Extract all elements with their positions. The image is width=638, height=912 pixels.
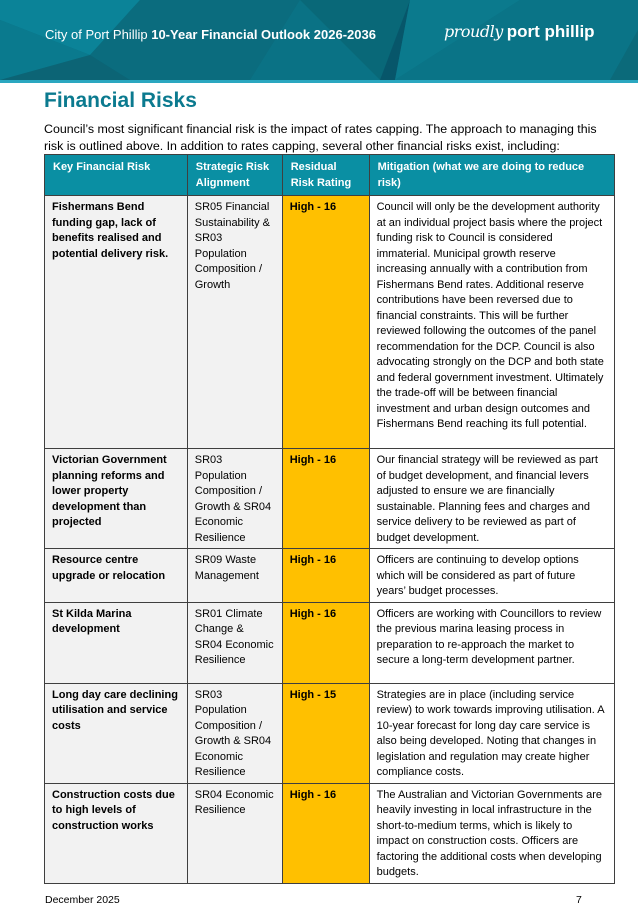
alignment-cell: SR03 Population Composition / Growth & SR04 Economic Resilience [187,683,282,783]
brand-logo-wordmark: port phillip [506,22,595,41]
table-row [45,783,615,883]
rating-cell: High - 16 [282,602,369,683]
table-row [45,449,615,549]
alignment-cell: SR09 Waste Management [187,549,282,603]
rating-cell: High - 16 [282,449,369,549]
table-row [45,549,615,603]
mitigation-cell: Our financial strategy will be reviewed as part of budget development, and financial levers adjusted to ensure we are financially sustainable. Planning fees and charges and service delivery to be reviewed as part of budget development. [369,449,614,549]
financial-risks-table [44,154,615,884]
document-title-prefix: City of Port Phillip [45,27,148,42]
brand-logo-script: proudly [444,22,503,41]
intro-paragraph: Council’s most significant financial risk is the impact of rates capping. The approach to managing this risk is outlined above. In addition to rates capping, several other financial risks exist, including: [44,122,597,153]
risk-cell: St Kilda Marina development [45,602,188,683]
risk-cell: Victorian Government planning reforms and lower property development than projected [45,449,188,549]
risk-cell: Resource centre upgrade or relocation [45,549,188,603]
column-header-key-risk: Key Financial Risk [45,155,188,196]
table-header-row [45,155,615,196]
brand-logo [444,22,595,42]
risk-cell: Fishermans Bend funding gap, lack of benefits realised and potential delivery risk. [45,196,188,449]
mitigation-cell: Officers are continuing to develop options which will be considered as part of future years’ budget processes. [369,549,614,603]
document-title [45,27,376,42]
risk-cell: Long day care declining utilisation and service costs [45,683,188,783]
page-title: Financial Risks [44,89,197,112]
mitigation-cell: The Australian and Victorian Governments are heavily investing in local infrastructure in the short-to-medium terms, which is likely to impact on construction costs. Officers are factoring the additional costs when developing budgets. [369,783,614,883]
column-header-rating: Residual Risk Rating [282,155,369,196]
mitigation-cell: Strategies are in place (including service review) to work towards improving utilisation. A 10-year forecast for long day care service is also being developed. Noting that changes in legislation and regulation may create higher compliance costs. [369,683,614,783]
rating-cell: High - 16 [282,196,369,449]
alignment-cell: SR03 Population Composition / Growth & SR04 Economic Resilience [187,449,282,549]
header-banner [0,0,638,80]
rating-cell: High - 16 [282,549,369,603]
footer-date: December 2025 [45,894,120,906]
banner-accent-line [0,80,638,83]
table-row [45,196,615,449]
rating-cell: High - 16 [282,783,369,883]
rating-cell: High - 15 [282,683,369,783]
column-header-alignment: Strategic Risk Alignment [187,155,282,196]
alignment-cell: SR05 Financial Sustainability & SR03 Population Composition / Growth [187,196,282,449]
column-header-mitigation: Mitigation (what we are doing to reduce risk) [369,155,614,196]
risk-cell: Construction costs due to high levels of construction works [45,783,188,883]
document-title-bold: 10-Year Financial Outlook 2026-2036 [151,27,376,42]
alignment-cell: SR04 Economic Resilience [187,783,282,883]
footer-page-number: 7 [576,894,582,906]
mitigation-cell: Council will only be the development authority at an individual project basis where the project funding risk to Council is considered immaterial. Municipal growth reserve increasing annually with a contribution from Fishermans Bend rates. Additional reserve contributions have been reversed due to financial constraints. This will be further reviewed following the outcomes of the panel recommendation for the DCP. Council is also advocating strongly on the DCP and both state and federal government investment. Ultimately the trade-off will be between financial investment and urban design outcomes and Fishermans Bend reaching its full potential. [369,196,614,449]
mitigation-cell: Officers are working with Councillors to review the previous marina leasing process in preparation to re-approach the market to secure a long-term development partner. [369,602,614,683]
table-row [45,683,615,783]
alignment-cell: SR01 Climate Change & SR04 Economic Resilience [187,602,282,683]
table-row [45,602,615,683]
